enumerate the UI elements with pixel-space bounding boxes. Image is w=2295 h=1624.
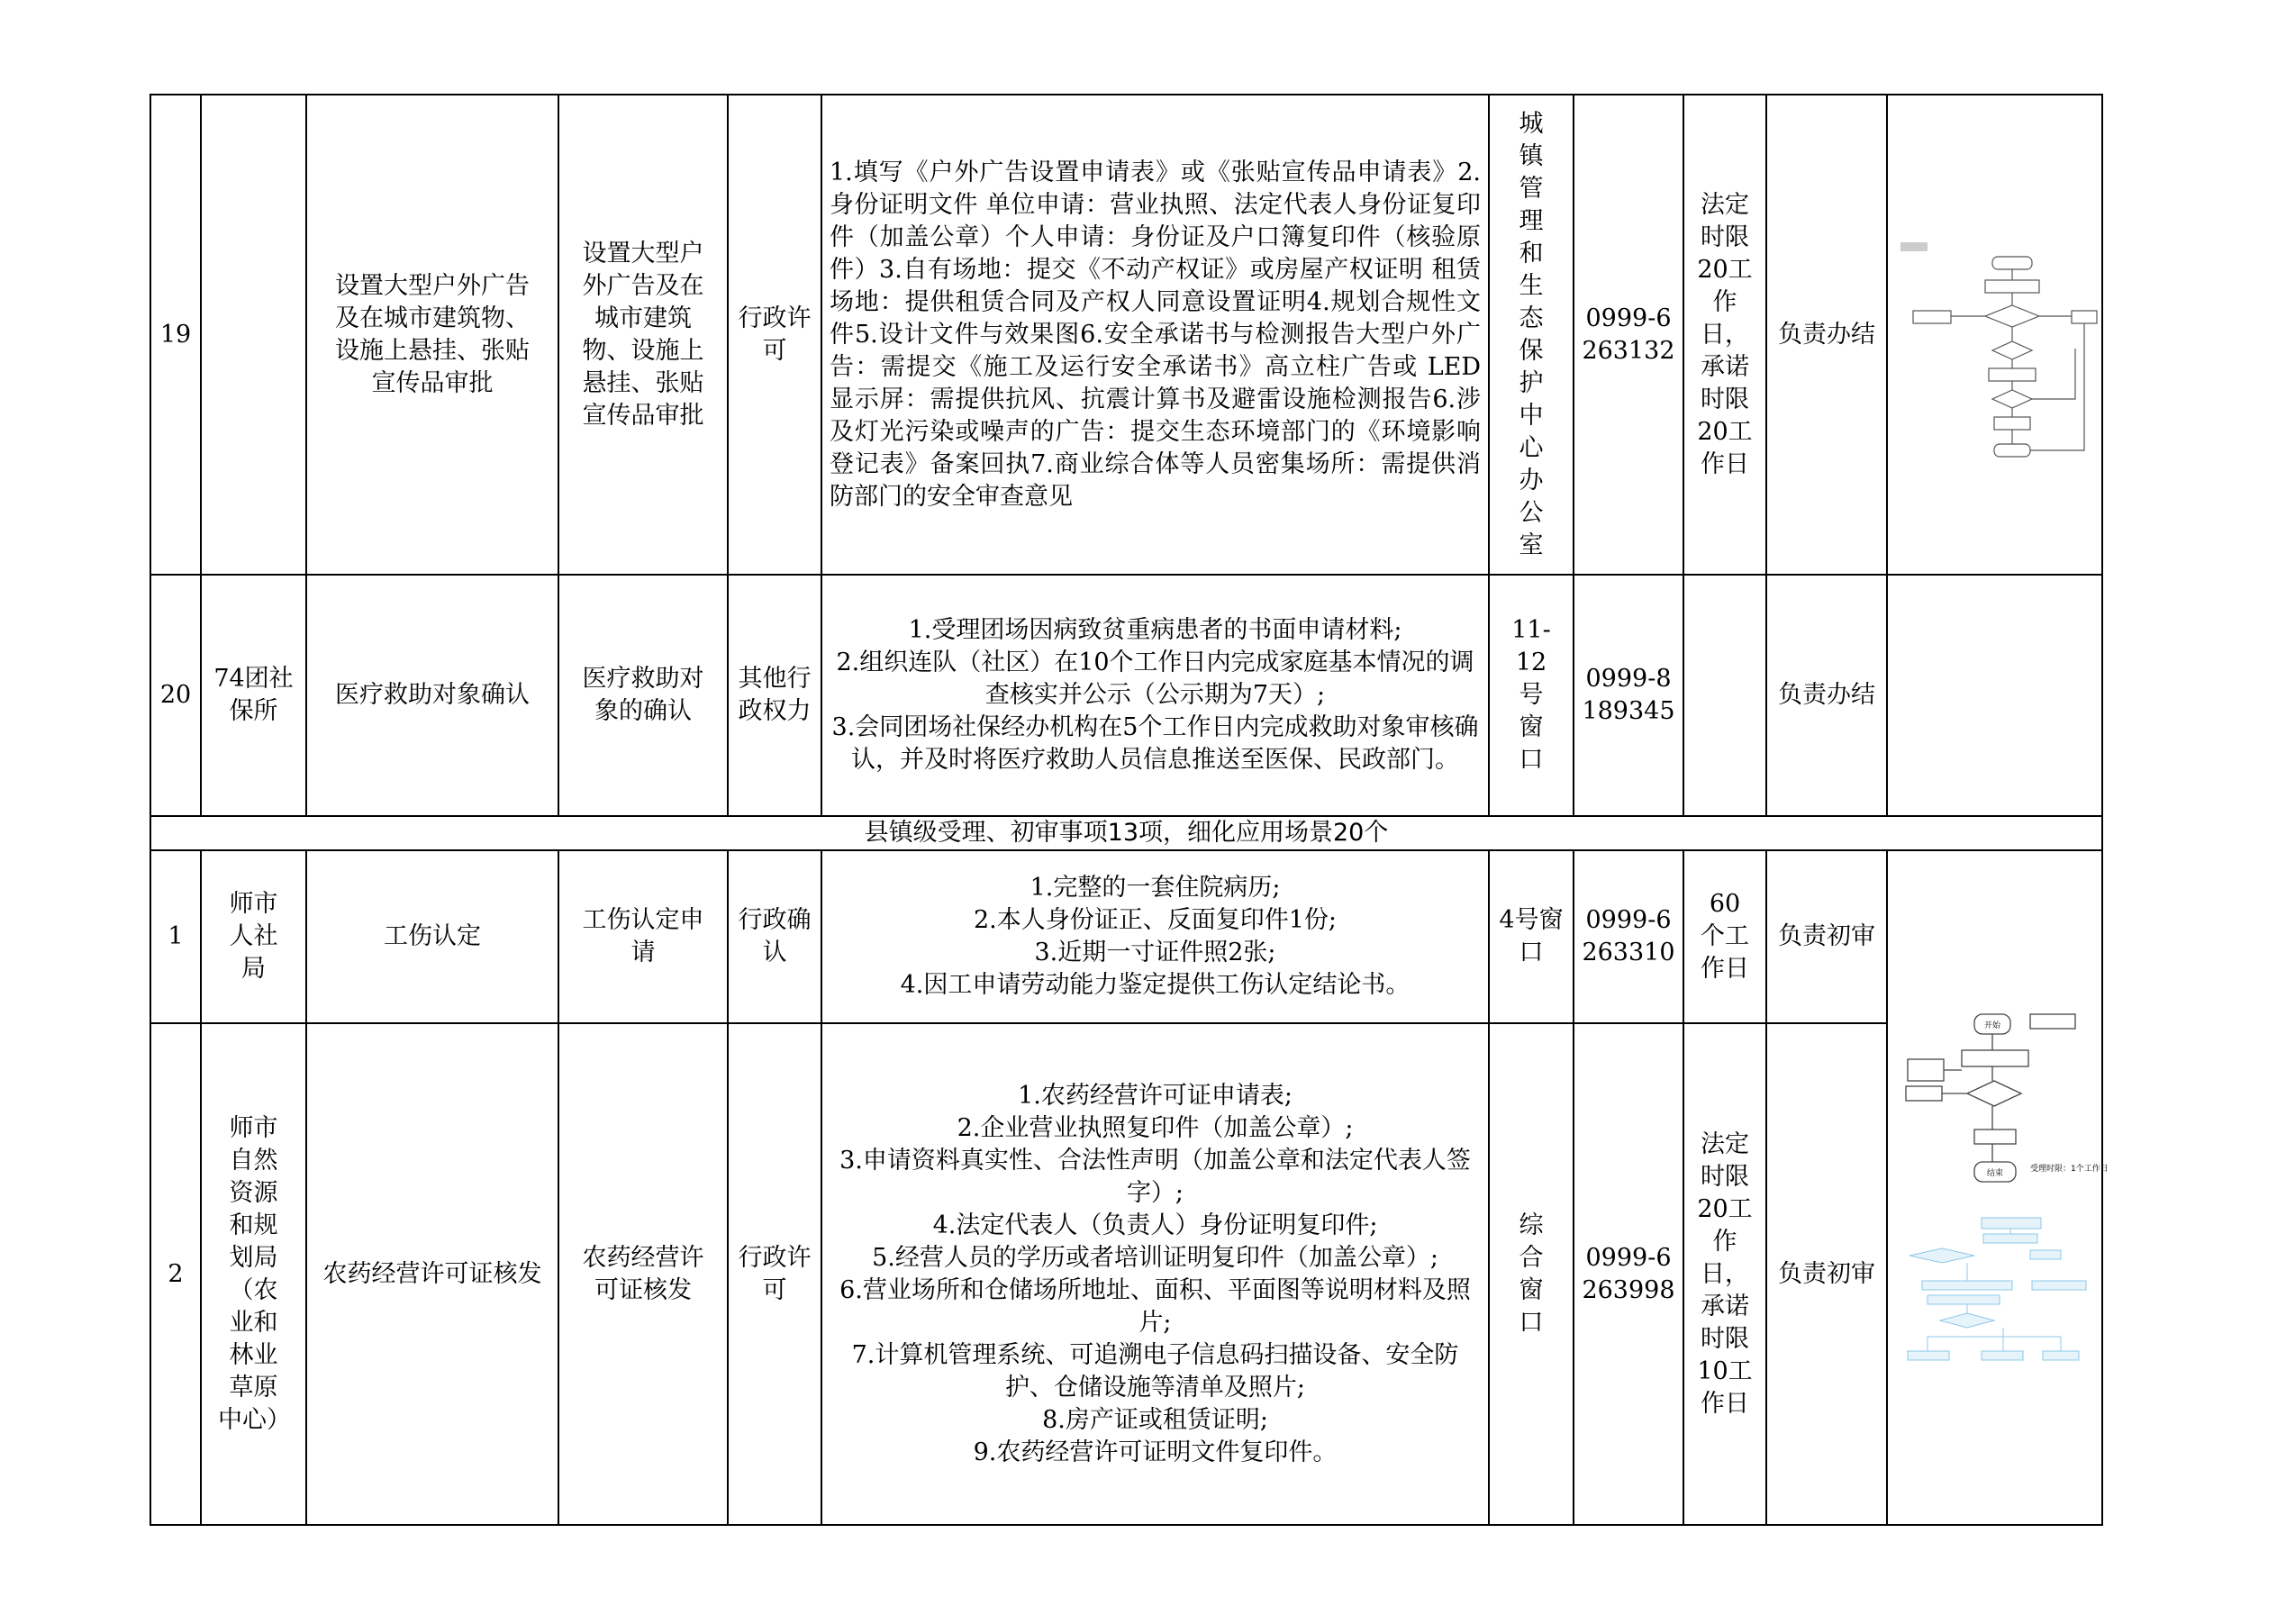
flowchart-cell xyxy=(1887,95,2102,575)
matters-table xyxy=(150,94,2109,1526)
material-line: 3.会同团场社保经办机构在5个工作日内完成救助对象审核确认，并及时将医疗救助人员信息推送至医保、民政部门。 xyxy=(831,713,1479,774)
material-line: 3.申请资料真实性、合法性声明（加盖公章和法定代表人签字）; xyxy=(839,1146,1471,1207)
responsibility-cell: 负责初审 xyxy=(1766,850,1887,1023)
window-cell: 11-12号窗口 xyxy=(1489,575,1574,816)
flowchart-cell xyxy=(1887,850,2109,1525)
process-flowchart-image xyxy=(1895,994,2109,1373)
table-row xyxy=(150,95,2102,575)
material-line: 3.近期一寸证件照2张; xyxy=(1034,939,1276,966)
window-cell: 4号窗口 xyxy=(1489,850,1574,1023)
row-number: 19 xyxy=(150,95,201,575)
responsibility-cell: 负责办结 xyxy=(1766,575,1887,816)
table-row xyxy=(150,575,2102,816)
process-flowchart-image xyxy=(1895,231,2100,466)
phone-cell: 0999-6263310 xyxy=(1574,850,1683,1023)
department-cell: 师市自然资源和规划局（农业和林业草原中心） xyxy=(201,1023,306,1525)
sub-item-cell: 工伤认定申请 xyxy=(558,850,728,1023)
matter-name-cell: 工伤认定 xyxy=(306,850,558,1023)
material-line: 6.营业场所和仓储场所地址、面积、平面图等说明材料及照片; xyxy=(839,1275,1471,1337)
materials-cell xyxy=(821,1023,1489,1525)
matter-type-cell: 行政许可 xyxy=(728,1023,821,1525)
matter-type-cell: 行政确认 xyxy=(728,850,821,1023)
time-limit-cell: 法定时限20工作日，承诺时限20工作日 xyxy=(1683,95,1766,575)
row-number: 2 xyxy=(150,1023,201,1525)
table-row xyxy=(150,1023,2102,1525)
department-cell: 74团社保所 xyxy=(201,575,306,816)
matter-type-cell: 其他行政权力 xyxy=(728,575,821,816)
department-cell: 师市人社局 xyxy=(201,850,306,1023)
materials-cell xyxy=(821,850,1489,1023)
matter-name-cell: 设置大型户外广告及在城市建筑物、设施上悬挂、张贴宣传品审批 xyxy=(306,95,558,575)
sub-item-cell: 农药经营许可证核发 xyxy=(558,1023,728,1525)
material-line: 2.本人身份证正、反面复印件1份; xyxy=(973,906,1338,934)
row-number: 1 xyxy=(150,850,201,1023)
table-row xyxy=(150,850,2102,1023)
flowchart-note: 受理时限：1个工作日 xyxy=(2030,1164,2109,1174)
time-limit-cell: 法定时限20工作日，承诺时限10工作日 xyxy=(1683,1023,1766,1525)
responsibility-cell: 负责办结 xyxy=(1766,95,1887,575)
material-line: 4.因工申请劳动能力鉴定提供工伤认定结论书。 xyxy=(900,971,1411,999)
material-line: 2.组织连队（社区）在10个工作日内完成家庭基本情况的调查核实并公示（公示期为7天）; xyxy=(836,649,1474,709)
material-line: 1.农药经营许可证申请表; xyxy=(1018,1081,1293,1110)
material-line: 5.经营人员的学历或者培训证明复印件（加盖公章）; xyxy=(872,1243,1438,1272)
time-limit-cell xyxy=(1683,575,1766,816)
row-number: 20 xyxy=(150,575,201,816)
materials-cell xyxy=(821,575,1489,816)
responsibility-cell: 负责初审 xyxy=(1766,1023,1887,1525)
time-limit-cell: 60个工作日 xyxy=(1683,850,1766,1023)
section-header: 县镇级受理、初审事项13项，细化应用场景20个 xyxy=(150,816,2102,850)
material-line: 9.农药经营许可证明文件复印件。 xyxy=(973,1438,1338,1466)
phone-cell: 0999-6263998 xyxy=(1574,1023,1683,1525)
material-line: 8.房产证或租赁证明; xyxy=(1042,1405,1268,1434)
materials-cell: 1.填写《户外广告设置申请表》或《张贴宣传品申请表》2.身份证明文件 单位申请：营业执照、法定代表人身份证复印件（加盖公章）个人申请：身份证及户口簿复印件（核验原件）3.自有场地：提交《不动产权证》或房屋产权证明 租赁场地：提供租赁合同及产权人同意设置证明4.规划合规性文件5.设计文件与效果图6.安全承诺书与检测报告大型户外广告：需提交《施工及运行安全承诺书》高立柱广告或 LED 显示屏：需提供抗风、抗震计算书及避雷设施检测报告6.涉及灯光污染或噪声的广告：提交生态环境部门的《环境影响登记表》备案回执7.商业综合体等人员密集场所：需提供消防部门的安全审查意见 xyxy=(821,95,1489,575)
flowchart-end-label: 结束 xyxy=(1986,1168,2004,1178)
material-line: 1.受理团场因病致贫重病患者的书面申请材料; xyxy=(908,616,1402,644)
flowchart-cell xyxy=(1887,575,2102,816)
matter-type-cell: 行政许可 xyxy=(728,95,821,575)
material-line: 1.完整的一套住院病历; xyxy=(1030,874,1281,902)
phone-cell: 0999-6263132 xyxy=(1574,95,1683,575)
material-line: 2.企业营业执照复印件（加盖公章）; xyxy=(957,1113,1354,1142)
matter-name-cell: 农药经营许可证核发 xyxy=(306,1023,558,1525)
department-cell xyxy=(201,95,306,575)
sub-item-cell: 医疗救助对象的确认 xyxy=(558,575,728,816)
window-cell: 城镇管理和生态保护中心办公室 xyxy=(1489,95,1574,575)
matter-name-cell: 医疗救助对象确认 xyxy=(306,575,558,816)
material-line: 7.计算机管理系统、可追溯电子信息码扫描设备、安全防护、仓储设施等清单及照片; xyxy=(851,1340,1459,1402)
window-cell: 综合窗口 xyxy=(1489,1023,1574,1525)
phone-cell: 0999-8189345 xyxy=(1574,575,1683,816)
material-line: 4.法定代表人（负责人）身份证明复印件; xyxy=(932,1211,1378,1239)
flowchart-start-label: 开始 xyxy=(1983,1021,2001,1030)
section-header-row xyxy=(150,816,2102,850)
sub-item-cell: 设置大型户外广告及在城市建筑物、设施上悬挂、张贴宣传品审批 xyxy=(558,95,728,575)
